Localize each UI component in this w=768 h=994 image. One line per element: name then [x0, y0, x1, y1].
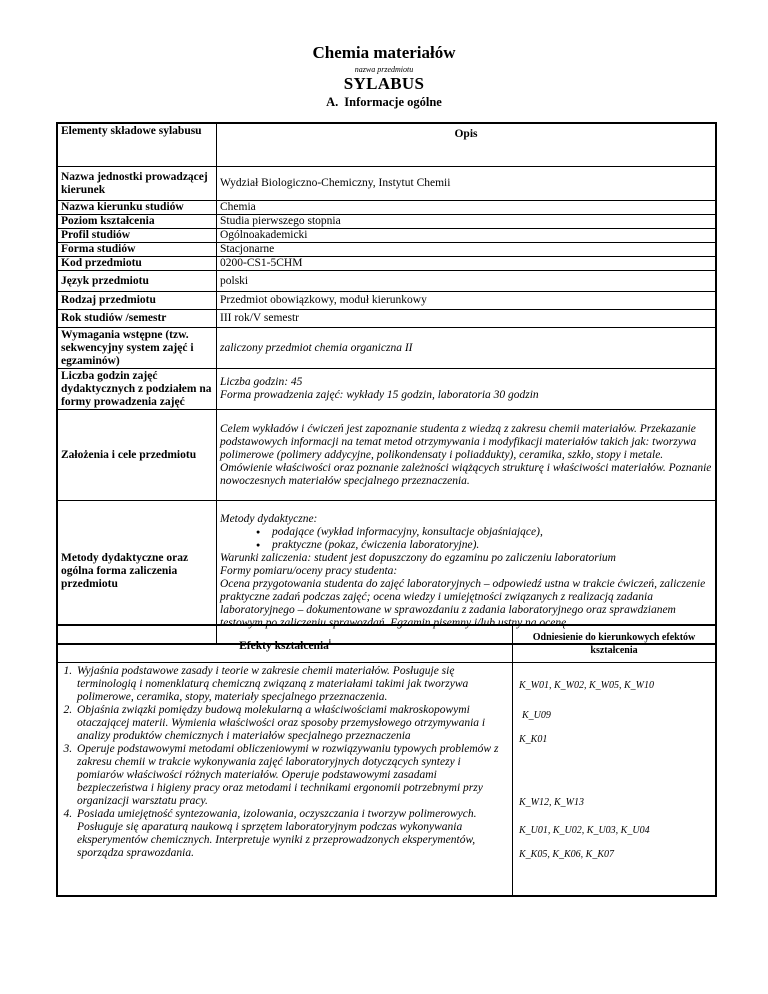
row-label: Poziom kształcenia — [57, 215, 217, 229]
outcomes-list-cell — [57, 663, 513, 896]
row-value: Studia pierwszego stopnia — [217, 215, 717, 229]
row-label: Język przedmiotu — [57, 271, 217, 292]
row-value: III rok/V semestr — [217, 310, 717, 328]
row-value: Ogólnoakademicki — [217, 229, 717, 243]
row-value: Celem wykładów i ćwiczeń jest zapoznanie studenta z wiedzą z zakresu chemii materiałów. Przekazanie podstawowych informacji na temat metod otrzymywania i modyfikacji materiałów takich jak: tworzywa polimerowe (polimery addycyjne, polikondensaty i poliaddukty), ceramika, szkło, stopy i metale. Omówienie właściwości oraz poznanie zależności wiążących strukturę i właściwości materiałów. Poznanie nowoczesnych materiałów specjalnego przeznaczenia. — [217, 410, 717, 501]
reference-cell — [513, 663, 717, 896]
section-title: Informacje ogólne — [344, 95, 442, 109]
reference-item: K_W01, K_W02, K_W05, K_W10 — [519, 680, 654, 691]
outcomes-header: Efekty kształcenia$^i$ — [57, 625, 513, 663]
row-label: Rok studiów /semestr — [57, 310, 217, 328]
row-value: Przedmiot obowiązkowy, moduł kierunkowy — [217, 292, 717, 310]
pass-conditions: Warunki zaliczenia: student jest dopuszczony do egzaminu po zaliczeniu laboratorium — [220, 552, 616, 565]
row-value — [217, 369, 717, 410]
list-item: ● praktyczne (pokaz, ćwiczenia laboratoryjne). — [272, 539, 712, 552]
row-label: Liczba godzin zajęć dydaktycznych z podziałem na formy prowadzenia zajęć — [57, 369, 217, 410]
row-label: Rodzaj przedmiotu — [57, 292, 217, 310]
table-row — [57, 167, 716, 201]
row-value: polski — [217, 271, 717, 292]
table-row — [57, 410, 716, 501]
table-row — [57, 257, 716, 271]
row-value: 0200-CS1-5CHM — [217, 257, 717, 271]
assessment-title: Formy pomiaru/oceny pracy studenta: — [220, 565, 398, 578]
course-title-caption: nazwa przedmiotu — [354, 65, 414, 74]
methods-list — [220, 526, 712, 552]
course-title: Chemia materiałów — [312, 43, 456, 62]
assessment-description: Ocena przygotowania studenta do zajęć laboratoryjnych – odpowiedź ustna w trakcie ćwiczeń, zaliczenie praktyczne zadań podczas zajęć; ocena wiedzy i umiejętności związanych z realizacją zadania laboratoryjnego – dokumentowane w sprawozdaniu z zadania laboratoryjnego oraz sprawdzianem testowym po zaliczeniu sprawozdań. Egzamin pisemny i/lub ustny na ocenę. — [220, 578, 706, 630]
table-row — [57, 243, 716, 257]
table-row — [57, 292, 716, 310]
row-value: Stacjonarne — [217, 243, 717, 257]
hours-breakdown: Forma prowadzenia zajęć: wykłady 15 godzin, laboratoria 30 godzin — [220, 389, 539, 401]
section-letter: A. — [326, 95, 339, 109]
table-row — [57, 215, 716, 229]
reference-item: K_K05, K_K06, K_K07 — [519, 849, 615, 860]
row-label: Profil studiów — [57, 229, 217, 243]
table-row — [57, 328, 716, 369]
row-value: Wydział Biologiczno-Chemiczny, Instytut Chemii — [217, 167, 717, 201]
row-label: Forma studiów — [57, 243, 217, 257]
row-value — [217, 501, 717, 644]
learning-outcomes-table — [56, 624, 717, 897]
list-item: 3. Operuje podstawowymi metodami obliczeniowymi w rozwiązywaniu typowych problemów z zakresu chemii w trakcie wykonywania zajęć laboratoryjnych dotyczących syntezy i pomiarów właściwości różnych materiałów. Operuje podstawowymi zasadami bezpieczeństwa i higieny pracy oraz metodami i technikami ergonomii potrzebnymi przy organizacji warsztatu pracy. — [75, 743, 509, 808]
section-heading — [0, 95, 768, 110]
table-row — [57, 310, 716, 328]
hours-total: Liczba godzin: 45 — [220, 376, 303, 388]
list-item: 2. Objaśnia związki pomiędzy budową molekularną a właściwościami makroskopowymi otaczającej materii. Wymienia właściwości oraz sposoby przemysłowego otrzymywania i analizy produktów chemicznych i materiałów specjalnego przeznaczenia — [75, 704, 509, 743]
row-label: Nazwa jednostki prowadzącej kierunek — [57, 167, 217, 201]
table-row — [57, 501, 716, 644]
outcomes-body-row — [57, 663, 716, 896]
row-label: Założenia i cele przedmiotu — [57, 410, 217, 501]
list-item: 1. Wyjaśnia podstawowe zasady i teorie w zakresie chemii materiałów. Posługuje się terminologią i nomenklaturą chemiczną związaną z materiałami takimi jak tworzywa polimerowe, ceramika, stopy, materiały specjalnego przeznaczenia. — [75, 665, 509, 704]
reference-header: Odniesienie do kierunkowych efektów kształcenia — [513, 625, 717, 663]
table-row — [57, 201, 716, 215]
row-label: Wymagania wstępne (tzw. sekwencyjny system zajęć i egzaminów) — [57, 328, 217, 369]
table-row — [57, 369, 716, 410]
reference-item: K_K01 — [519, 734, 548, 745]
reference-item: K_W12, K_W13 — [519, 797, 584, 808]
table-header-row — [57, 123, 716, 167]
outcomes-header-row — [57, 625, 716, 663]
outcomes-list — [61, 665, 509, 860]
reference-item: K_U09 — [522, 710, 551, 721]
general-info-table — [56, 122, 717, 645]
reference-item: K_U01, K_U02, K_U03, K_U04 — [519, 825, 650, 836]
list-item: ● podające (wykład informacyjny, konsultacje objaśniające), — [272, 526, 712, 539]
column-header-elements: Elementy składowe sylabusu — [57, 123, 217, 167]
row-label: Kod przedmiotu — [57, 257, 217, 271]
column-header-description: Opis — [217, 123, 717, 167]
methods-title: Metody dydaktyczne: — [220, 513, 318, 526]
document-type: SYLABUS — [343, 74, 425, 93]
list-item: 4. Posiada umiejętność syntezowania, izolowania, oczyszczania i tworzyw polimerowych. Posługuje się aparaturą naukową i sprzętem laboratoryjnym podczas wykonywania eksperymentów chemicznych. Interpretuje wyniki z przeprowadzonych eksperymentów, sporządza sprawozdania. — [75, 808, 509, 860]
row-value: Chemia — [217, 201, 717, 215]
row-value: zaliczony przedmiot chemia organiczna II — [217, 328, 717, 369]
row-label: Nazwa kierunku studiów — [57, 201, 217, 215]
row-label: Metody dydaktyczne oraz ogólna forma zaliczenia przedmiotu — [57, 501, 217, 644]
table-row — [57, 229, 716, 243]
table-row — [57, 271, 716, 292]
